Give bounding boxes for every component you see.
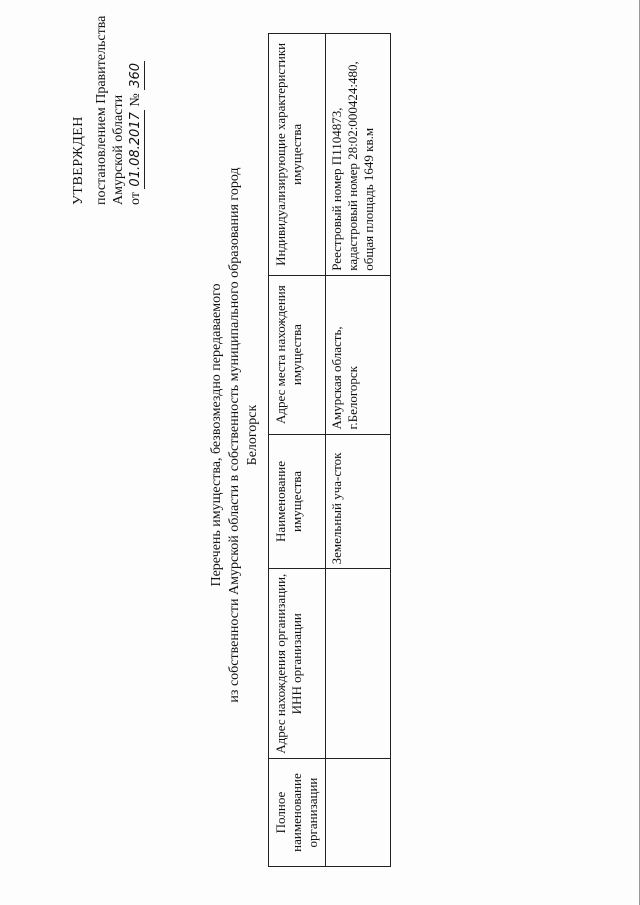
cell-characteristics: Реестровый номер П1104873, кадастровый номер 28:02:000424:480, общая площадь 1649 кв.м [326, 34, 391, 276]
header-org-address: Адрес нахождения организации, ИНН организации [269, 569, 326, 759]
heading-line-1: Перечень имущества, безвозмездно передаваемого [209, 283, 224, 587]
approval-date: 01.08.2017 [128, 112, 143, 187]
header-property-name: Наименование имущества [269, 434, 326, 569]
table-row [326, 34, 391, 867]
heading-line-2: из собственности Амурской области в собственность муниципального образования город Белогорск [227, 167, 260, 703]
cell-full-name [326, 759, 391, 867]
approval-date-line [127, 5, 145, 205]
header-characteristics: Индивидуализирующие характеристики имущества [269, 34, 326, 276]
date-prefix: от [128, 192, 143, 205]
number-prefix: № [128, 93, 143, 107]
approval-block [70, 5, 145, 205]
header-property-address: Адрес места нахождения имущества [269, 275, 326, 434]
approval-title: УТВЕРЖДЕН [71, 116, 86, 205]
cell-property-name: Земельный уча-сток [326, 434, 391, 569]
document-heading [208, 145, 262, 725]
approval-number: 360 [128, 62, 143, 88]
approval-line-2: Амурской области [111, 94, 126, 205]
approval-line-1: постановлением Правительства [94, 15, 109, 205]
cell-org-address [326, 569, 391, 759]
property-table [268, 33, 391, 867]
cell-property-address: Амурская область, г.Белогорск [326, 275, 391, 434]
table-header-row [269, 34, 326, 867]
header-full-name: Полное наименование организации [269, 759, 326, 867]
